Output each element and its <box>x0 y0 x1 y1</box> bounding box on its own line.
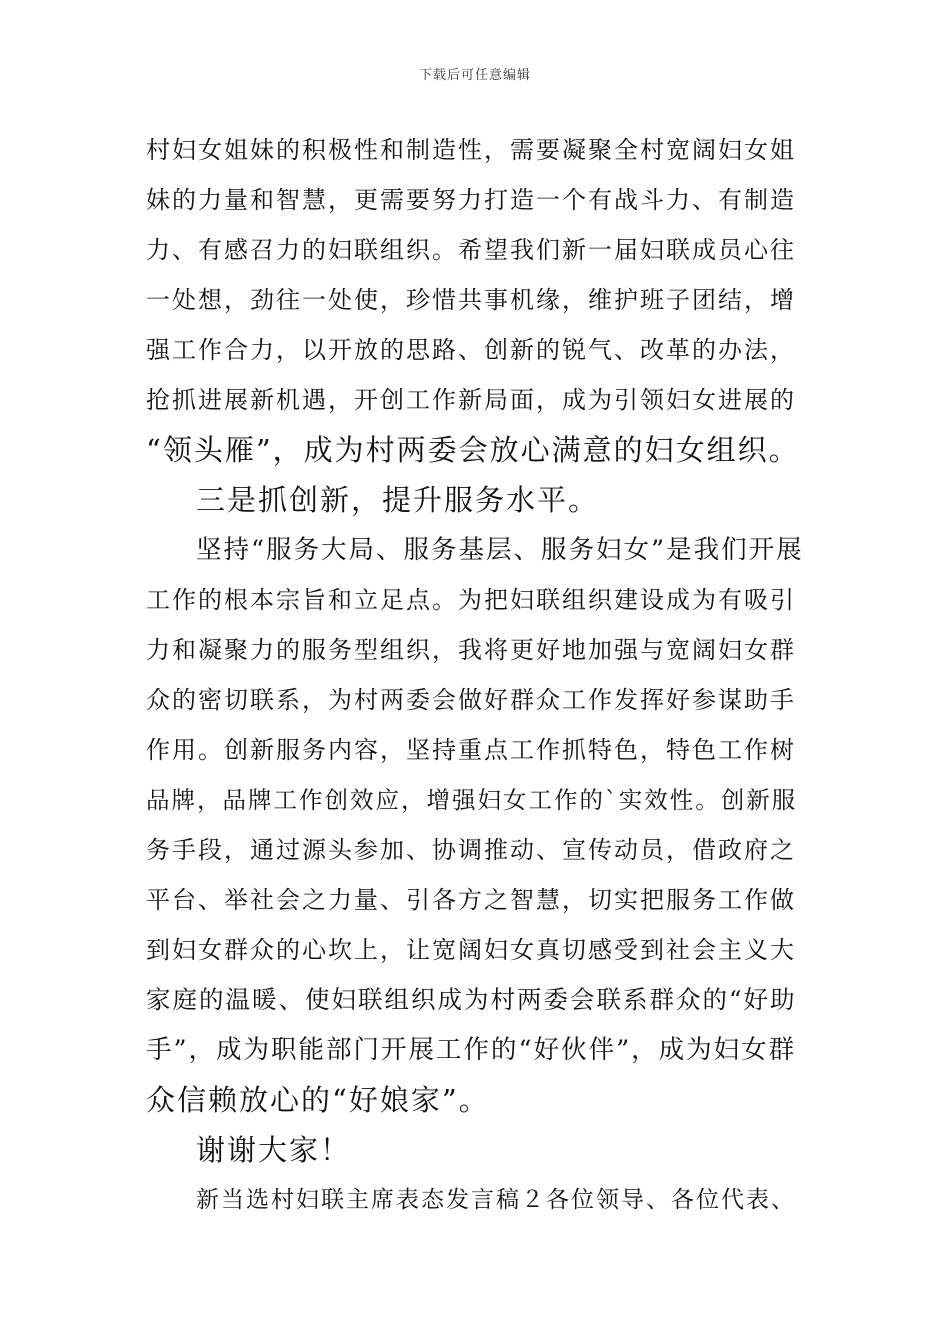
text-line: 工作的根本宗旨和立足点。为把妇联组织建设成为有吸引 <box>146 586 796 614</box>
text-line: 坚持“服务大局、服务基层、服务妇女”是我们开展 <box>196 535 804 565</box>
text-line: 平台、举社会之力量、引各方之智慧，切实把服务工作做 <box>146 886 796 914</box>
text-line: 手”，成为职能部门开展工作的“好伙伴”，成为妇女群 <box>146 1035 797 1065</box>
text-line: 抢抓进展新机遇，开创工作新局面，成为引领妇女进展的 <box>146 386 796 414</box>
text-line: 力和凝聚力的服务型组织，我将更好地加强与宽阔妇女群 <box>146 636 796 664</box>
text-line: 力、有感召力的妇联组织。希望我们新一届妇联成员心往 <box>146 236 796 264</box>
text-line: 强工作合力，以开放的思路、创新的锐气、改革的办法， <box>146 336 796 364</box>
page-header: 下载后可任意编辑 <box>418 68 531 83</box>
text-line: 家庭的温暖、使妇联组织成为村两委会联系群众的“好助 <box>146 985 797 1014</box>
text-line: 一处想，劲往一处使，珍惜共事机缘，维护班子团结，增 <box>146 286 796 314</box>
text-line: 众信赖放心的“好娘家”。 <box>146 1083 490 1117</box>
next-section-title: 新当选村妇联主席表态发言稿２各位领导、各位代表、 <box>196 1187 796 1213</box>
section-heading: 三是抓创新，提升服务水平。 <box>196 483 600 517</box>
closing-thanks: 谢谢大家！ <box>196 1133 352 1167</box>
text-line: “领头雁”，成为村两委会放心满意的妇女组织。 <box>146 433 800 467</box>
text-line: 众的密切联系，为村两委会做好群众工作发挥好参谋助手 <box>146 686 796 714</box>
text-line: 妹的力量和智慧，更需要努力打造一个有战斗力、有制造 <box>146 186 796 214</box>
text-line: 到妇女群众的心坎上，让宽阔妇女真切感受到社会主义大 <box>146 936 796 964</box>
text-line: 村妇女姐妹的积极性和制造性，需要凝聚全村宽阔妇女姐 <box>146 136 796 164</box>
text-line: 作用。创新服务内容，坚持重点工作抓特色，特色工作树 <box>146 736 796 764</box>
text-line: 品牌，品牌工作创效应，增强妇女工作的`实效性。创新服 <box>146 786 798 814</box>
text-line: 务手段，通过源头参加、协调推动、宣传动员，借政府之 <box>146 836 796 864</box>
